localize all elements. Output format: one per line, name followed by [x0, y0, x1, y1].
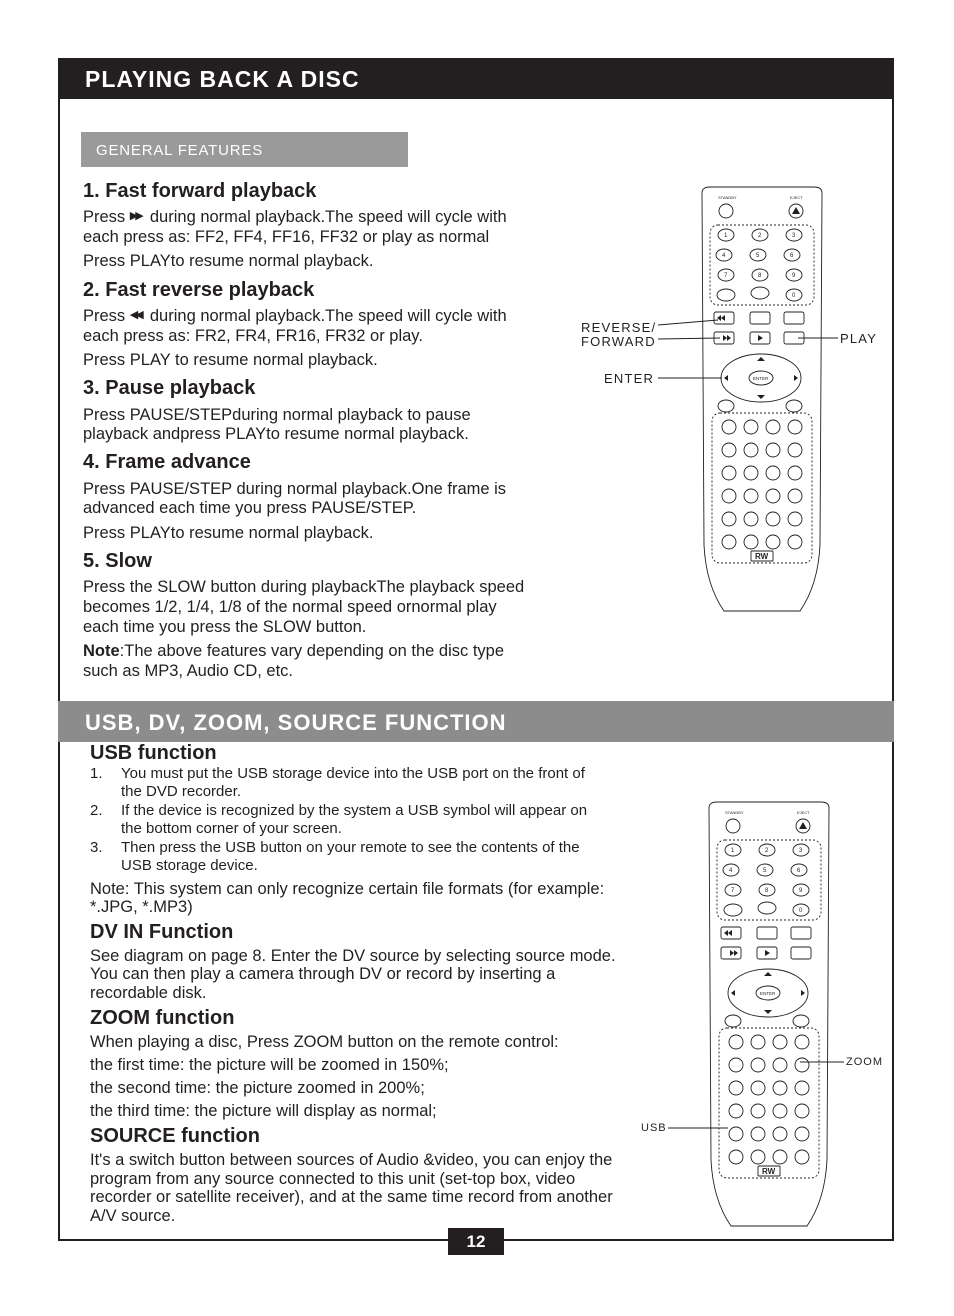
subheader-label: GENERAL FEATURES	[96, 142, 263, 159]
digit-label: 6	[797, 868, 801, 874]
heading-frame-advance: 4. Frame advance	[83, 451, 251, 473]
digit-label: 9	[799, 888, 803, 894]
digit-label: 1	[731, 848, 735, 854]
transport-button	[784, 312, 804, 324]
digit-label: 4	[729, 868, 733, 874]
standby-button	[726, 819, 740, 833]
brand-text: RW	[762, 1167, 776, 1176]
heading-slow: 5. Slow	[83, 550, 152, 572]
digit-label: 3	[799, 848, 803, 854]
slow-line2: becomes 1/2, 1/4, 1/8 of the normal speed ornormal play	[83, 598, 497, 616]
ff-line1: Press ▶▶ during normal playback.The speed will cycle with	[83, 208, 507, 226]
function-button	[744, 489, 758, 503]
function-button	[773, 1104, 787, 1118]
note-label: Note	[83, 642, 120, 660]
function-button	[766, 512, 780, 526]
page-number: 12	[448, 1228, 504, 1255]
function-button	[722, 489, 736, 503]
standby-button	[719, 204, 733, 218]
digit-label: 8	[758, 273, 762, 279]
function-button	[773, 1127, 787, 1141]
goto-button	[717, 289, 735, 301]
function-button	[788, 489, 802, 503]
function-button	[788, 420, 802, 434]
function-button	[722, 420, 736, 434]
function-button	[788, 443, 802, 457]
function-button	[722, 535, 736, 549]
function-button	[729, 1104, 743, 1118]
dv-line2: You can then play a camera through DV or record by inserting a	[90, 965, 556, 983]
standby-label: STANDBY	[718, 195, 737, 200]
function-button	[788, 535, 802, 549]
fast-reverse-icon: ◀◀	[129, 309, 141, 321]
function-button	[744, 512, 758, 526]
callout-usb: USB	[641, 1122, 667, 1134]
function-button	[729, 1150, 743, 1164]
frame-line2: advanced each time you press PAUSE/STEP.	[83, 499, 417, 517]
digit-label: 7	[731, 888, 735, 894]
rewind-icon	[724, 930, 732, 936]
function-button	[766, 535, 780, 549]
function-button	[729, 1058, 743, 1072]
frame-line3: Press PLAYto resume normal playback.	[83, 524, 374, 542]
function-button	[744, 466, 758, 480]
heading-pause: 3. Pause playback	[83, 377, 256, 399]
return-button	[786, 400, 802, 412]
callout-forward: FORWARD	[581, 334, 656, 349]
function-button	[729, 1081, 743, 1095]
transport-button	[791, 947, 811, 959]
heading-source: SOURCE function	[90, 1125, 260, 1147]
eject-icon	[799, 822, 807, 829]
function-button	[788, 512, 802, 526]
heading-fast-forward: 1. Fast forward playback	[83, 180, 317, 202]
function-button	[766, 466, 780, 480]
function-button	[795, 1150, 809, 1164]
callout-play: PLAY	[840, 331, 878, 346]
usb-note-line2: *.JPG, *.MP3)	[90, 898, 193, 916]
transport-button	[791, 927, 811, 939]
dv-line1: See diagram on page 8. Enter the DV source by selecting source mode.	[90, 947, 616, 965]
function-button	[795, 1081, 809, 1095]
zoom-line2: the first time: the picture will be zoomed in 150%;	[90, 1056, 449, 1074]
fast-forward-icon	[723, 335, 731, 341]
function-button	[773, 1058, 787, 1072]
frame-line1: Press PAUSE/STEP during normal playback.One frame is	[83, 480, 507, 498]
function-button	[729, 1035, 743, 1049]
function-button	[722, 466, 736, 480]
function-button	[795, 1104, 809, 1118]
eject-label: EJECT	[790, 195, 803, 200]
function-button	[744, 420, 758, 434]
digit-label: 5	[756, 253, 760, 259]
fast-forward-icon: ▶▶	[129, 210, 141, 222]
function-frame	[719, 1028, 819, 1178]
source-line2: program from any source connected to this unit (set-top box, video	[90, 1170, 576, 1188]
note-line2: such as MP3, Audio CD, etc.	[83, 662, 294, 680]
heading-fast-reverse: 2. Fast reverse playback	[83, 279, 315, 301]
ff-line2: each press as: FF2, FF4, FF16, FF32 or play as normal	[83, 228, 490, 246]
function-button	[722, 512, 736, 526]
digit-label: 2	[765, 848, 769, 854]
source-line4: A/V source.	[90, 1207, 176, 1225]
repeat-button	[758, 902, 776, 914]
function-button	[795, 1127, 809, 1141]
eject-label: EJECT	[797, 810, 810, 815]
remote-body	[702, 187, 822, 611]
enter-label: ENTER	[753, 376, 769, 381]
digit-label: 8	[765, 888, 769, 894]
pause-line2: playback andpress PLAYto resume normal playback.	[83, 425, 469, 443]
digit-label: 7	[724, 273, 728, 279]
function-button	[751, 1104, 765, 1118]
brand-text: RW	[755, 552, 769, 561]
dv-line3: recordable disk.	[90, 984, 207, 1002]
zoom-line1: When playing a disc, Press ZOOM button on the remote control:	[90, 1033, 559, 1051]
function-frame	[712, 413, 812, 563]
digit-label: 9	[792, 273, 796, 279]
digit-label: 0	[799, 908, 803, 914]
pause-line1: Press PAUSE/STEPduring normal playback to pause	[83, 406, 471, 424]
digit-label: 1	[724, 233, 728, 239]
note-line1: Note:The above features vary depending on the disc type	[83, 642, 505, 660]
digit-label: 6	[790, 253, 794, 259]
function-button	[751, 1058, 765, 1072]
function-button	[766, 443, 780, 457]
fr-line2: each press as: FR2, FR4, FR16, FR32 or play.	[83, 327, 423, 345]
heading-usb: USB function	[90, 742, 217, 764]
eject-icon	[792, 207, 800, 214]
slow-line3: each time you press the SLOW button.	[83, 618, 367, 636]
function-button	[795, 1035, 809, 1049]
source-line3: recorder or satellite receiver), and at the same time record from another	[90, 1188, 613, 1206]
enter-label: ENTER	[760, 991, 776, 996]
function-button	[773, 1035, 787, 1049]
heading-dv-in: DV IN Function	[90, 921, 234, 943]
function-button	[744, 443, 758, 457]
transport-button	[750, 312, 770, 324]
digit-label: 4	[722, 253, 726, 259]
digit-label: 5	[763, 868, 767, 874]
usb-note-line1: Note: This system can only recognize certain file formats (for example:	[90, 880, 605, 898]
menu-button	[718, 400, 734, 412]
ff-line3: Press PLAYto resume normal playback.	[83, 252, 374, 270]
transport-button	[757, 927, 777, 939]
function-button	[751, 1150, 765, 1164]
digit-label: 3	[792, 233, 796, 239]
callout-zoom: ZOOM	[846, 1056, 883, 1068]
function-button	[751, 1127, 765, 1141]
zoom-line3: the second time: the picture zoomed in 200%;	[90, 1079, 425, 1097]
function-button	[751, 1035, 765, 1049]
fr-line1: Press ◀◀ during normal playback.The speed will cycle with	[83, 307, 507, 325]
function-button	[766, 489, 780, 503]
play-icon	[758, 335, 763, 341]
callout-enter: ENTER	[604, 371, 655, 386]
function-button	[773, 1150, 787, 1164]
section-header-playing-back	[58, 58, 894, 99]
subheader-general-features	[81, 132, 408, 167]
function-button	[773, 1081, 787, 1095]
play-icon	[765, 950, 770, 956]
function-button	[722, 443, 736, 457]
remote-control-illustration	[696, 185, 828, 613]
remote-body	[709, 802, 829, 1226]
function-button	[788, 466, 802, 480]
goto-button	[724, 904, 742, 916]
fast-forward-icon	[730, 950, 738, 956]
standby-label: STANDBY	[725, 810, 744, 815]
repeat-button	[751, 287, 769, 299]
function-button	[729, 1127, 743, 1141]
function-button	[744, 535, 758, 549]
rewind-icon	[717, 315, 725, 321]
function-button	[795, 1058, 809, 1072]
fr-line3: Press PLAY to resume normal playback.	[83, 351, 378, 369]
slow-line1: Press the SLOW button during playbackThe playback speed	[83, 578, 525, 596]
menu-button	[725, 1015, 741, 1027]
section-title-usb: USB, DV, ZOOM, SOURCE FUNCTION	[85, 710, 507, 735]
digit-label: 0	[792, 293, 796, 299]
section-header-usb	[58, 701, 894, 742]
function-button	[766, 420, 780, 434]
remote-control-illustration	[703, 800, 835, 1228]
section-title: PLAYING BACK A DISC	[85, 66, 360, 92]
callout-reverse: REVERSE/	[581, 320, 657, 335]
digit-label: 2	[758, 233, 762, 239]
zoom-line4: the third time: the picture will display as normal;	[90, 1102, 437, 1120]
function-button	[751, 1081, 765, 1095]
return-button	[793, 1015, 809, 1027]
heading-zoom: ZOOM function	[90, 1007, 235, 1029]
transport-button	[784, 332, 804, 344]
source-line1: It's a switch button between sources of Audio &video, you can enjoy the	[90, 1151, 613, 1169]
